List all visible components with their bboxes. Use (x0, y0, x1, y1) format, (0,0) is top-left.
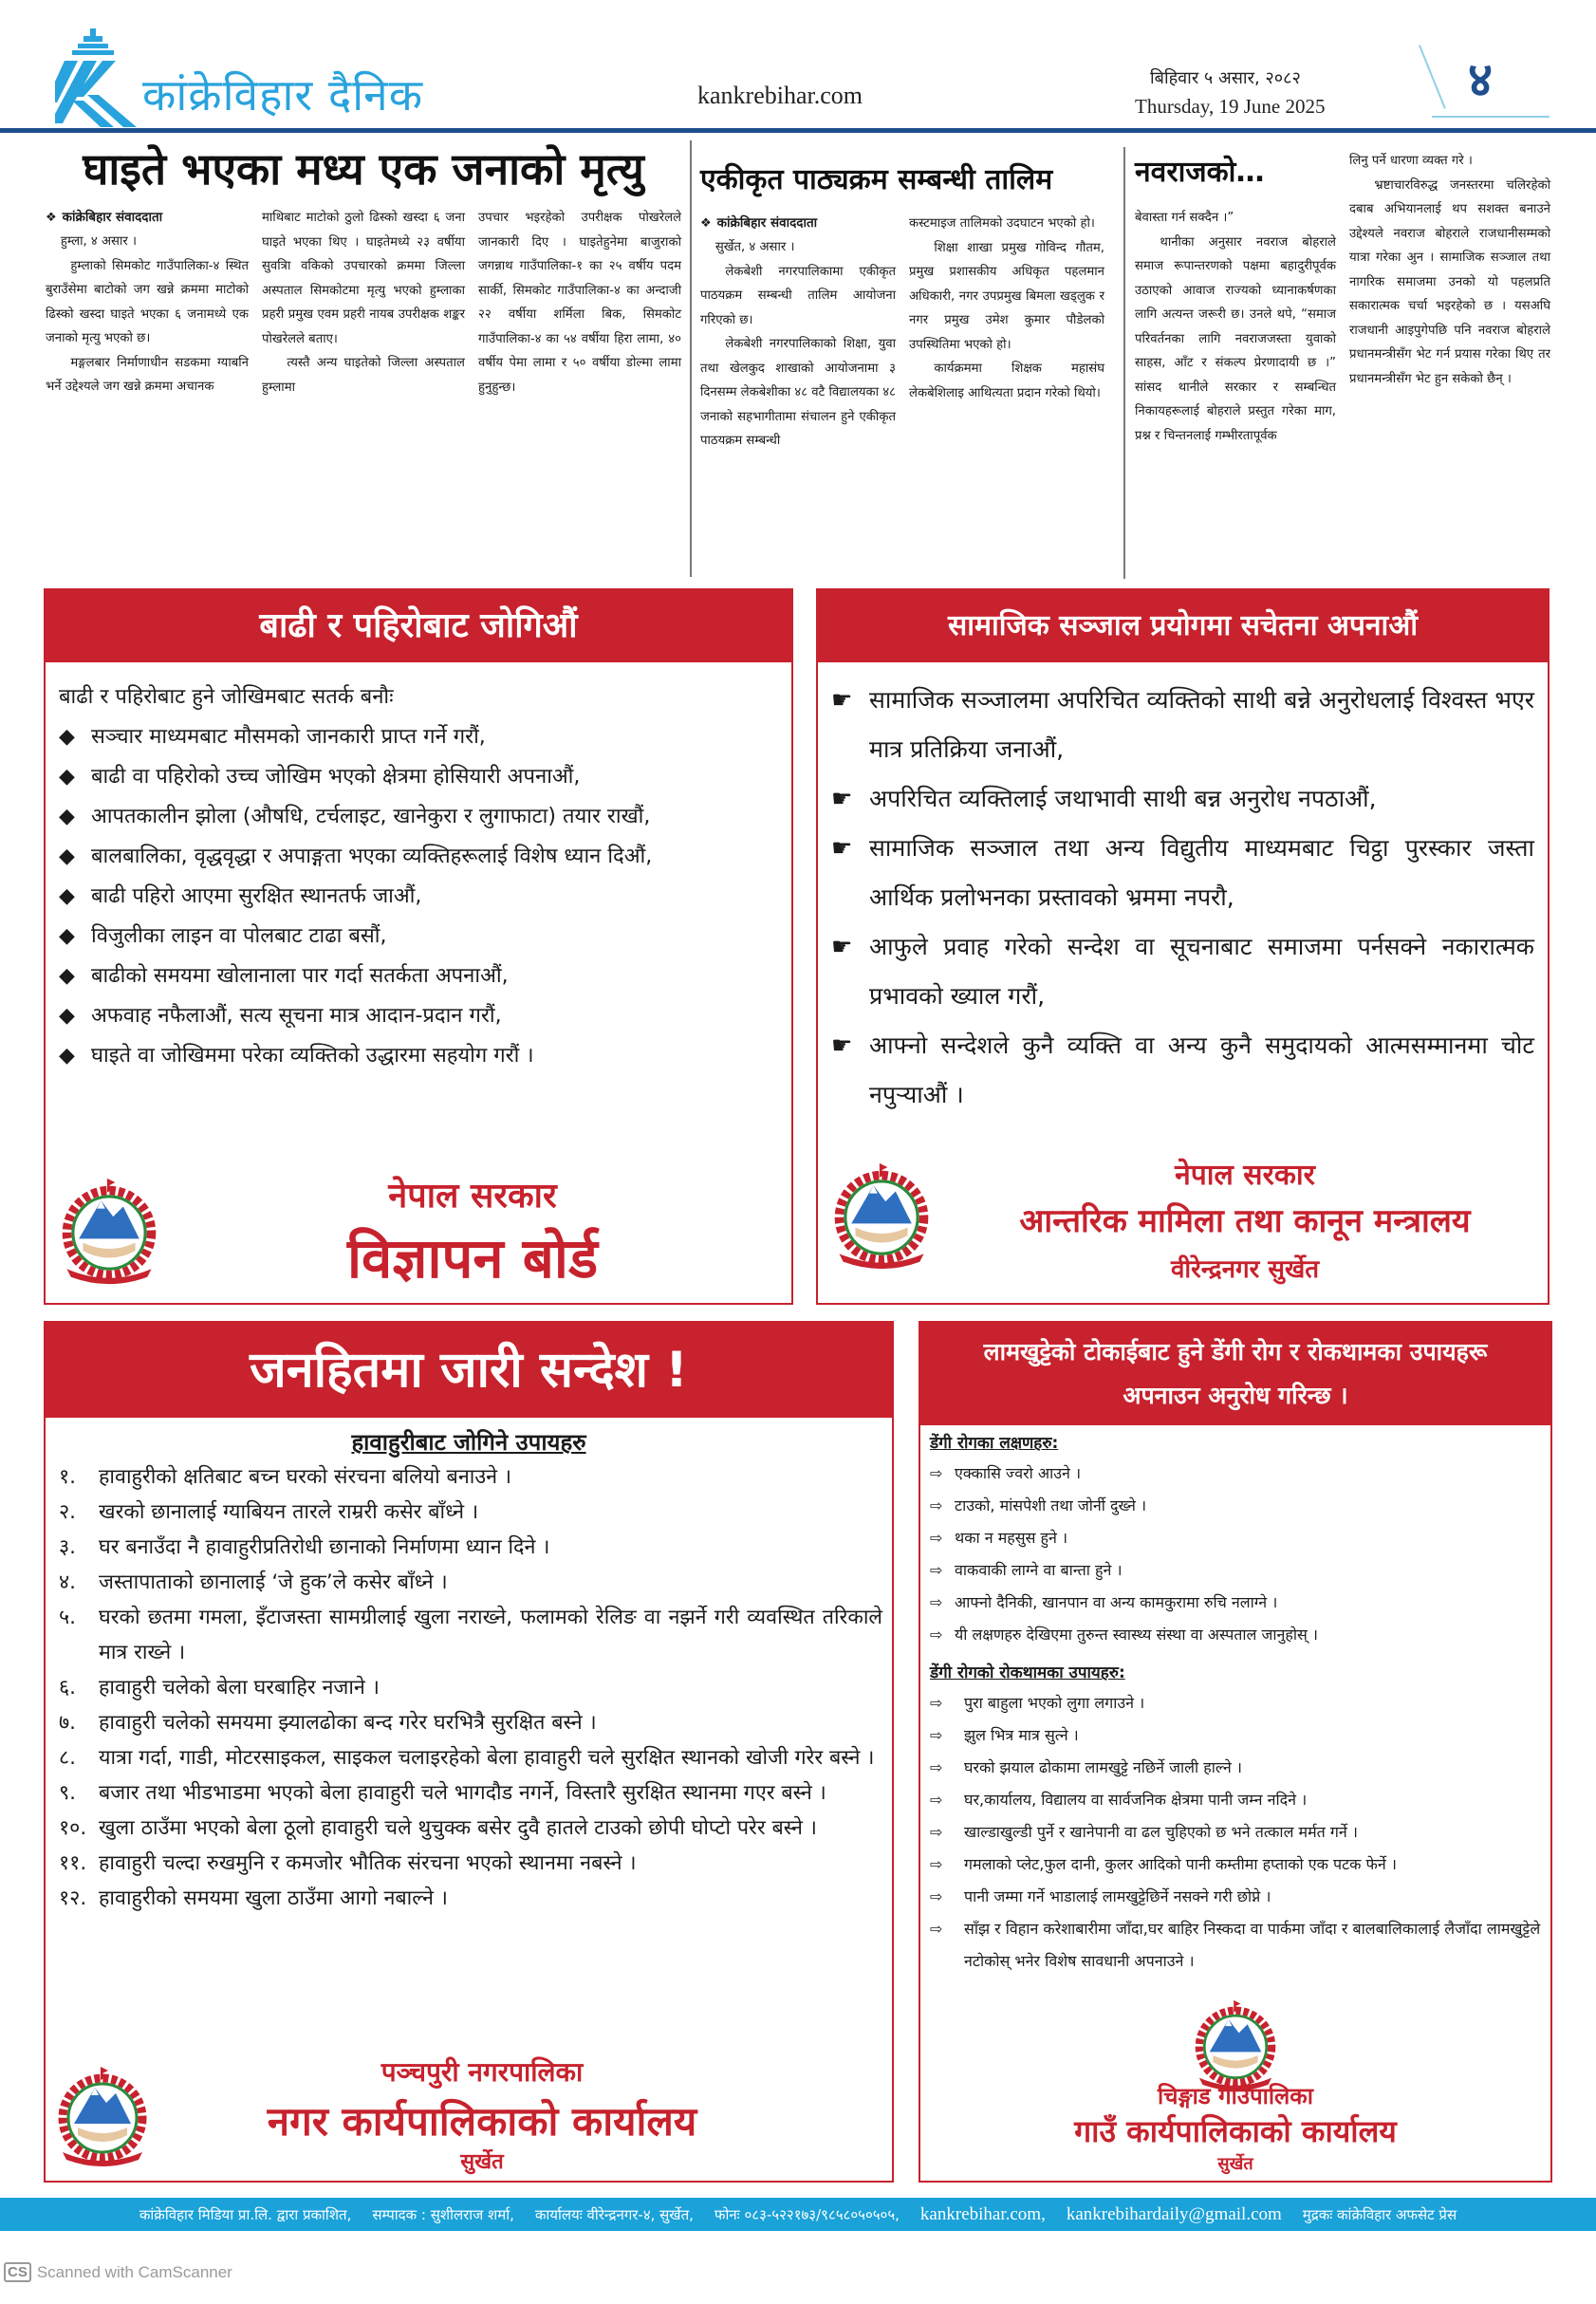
list-item-text: हावाहुरी चलेको समयमा झ्यालढोका बन्द गरेर घरभित्रै सुरक्षित बस्ने । (99, 1711, 597, 1735)
list-item (831, 824, 1534, 922)
arrow-right-icon: ⇨ (930, 1496, 943, 1514)
list-item (59, 1530, 882, 1565)
list-item-text: झुल भित्र मात्र सुत्ने । (964, 1726, 1079, 1744)
list-item-text: एक्कासि ज्वरो आउने । (955, 1464, 1082, 1482)
list-item-text: बाढी वा पहिरोको उच्च जोखिम भएको क्षेत्रमा होसियारी अपनाऔं, (91, 765, 581, 789)
list-item-text: हावाहुरीको क्षतिबाट बच्न घरको संरचना बलियो बनाउने । (99, 1465, 512, 1489)
item-number: १२. (59, 1886, 87, 1910)
symptoms-heading: डेंगी रोगका लक्षणहरु: (930, 1434, 1059, 1453)
arrow-right-icon: ⇨ (930, 1823, 943, 1841)
arrow-right-icon: ⇨ (930, 1855, 943, 1873)
pointing-hand-icon: ☛ (831, 834, 853, 862)
diamond-bullet-icon: ◆ (59, 845, 75, 868)
arrow-right-icon: ⇨ (930, 1626, 943, 1644)
list-item (930, 1554, 1541, 1587)
article-paragraph: थानीका अनुसार नवराज बोहराले समाज रूपान्तरणको पक्षमा बहादुरीपूर्वक उठाएको आवाज राज्यको ध्यानाकर्षणका लागि अत्यन्त जरूरी छ। उनले थपे, “समाज परिवर्तनका लागि नवराजजस्ता युवाको साहस, आँट र संकल्प प्रेरणादायी छ ।” सांसद थानीले सरकार र सम्बन्धित निकायहरूलाई बोहराले प्रस्तुत गरेका माग, प्रश्न र चिन्तनलाई गम्भीरतापूर्वक (1135, 234, 1336, 443)
list-item (59, 1846, 882, 1881)
article-paragraph: बेवास्ता गर्न सक्दैन ।” (1135, 211, 1234, 225)
article-paragraph: भ्रष्टाचारविरुद्ध जनस्तरमा चलिरहेको दबाब अभियानलाई थप सशक्त बनाउने उद्देश्यले नवराज बोहराले राजधानीसम्मको यात्रा गरेका अुन । सामाजिक सञ्जाल तथा नागरिक समाजमा उनको यो पहलप्रति सकारात्मक चर्चा भइरहेको छ । यसअघि राजधानी आइपुगेपछि पनि नवराज बोहराले प्रधानमन्त्रीसँग भेट गर्न प्रयास गरेका थिए तर प्रधानमन्त्रीसँग भेट हुन सकेको छैन् । (1349, 177, 1550, 386)
list-item (930, 1881, 1541, 1913)
list-item (930, 1719, 1541, 1752)
list-item (59, 717, 778, 757)
list-item-text: बालबालिका, वृद्धवृद्धा र अपाङ्गता भएका व्यक्तिहरूलाई विशेष ध्यान दिऔं, (91, 845, 653, 868)
issuer-advertising-board: विज्ञापन बोर्ड (347, 1226, 598, 1291)
list-item-text: घरको छतमा गमला, इँटाजस्ता सामग्रीलाई खुला नराख्ने, फलामको रेलिङ वा नझर्ने गरी व्यवस्थित तरिकाले मात्र राख्ने । (99, 1606, 882, 1664)
article-column (909, 212, 1104, 454)
editor: सम्पादक : सुशीलराज शर्मा, (372, 2205, 514, 2223)
article-paragraph: लेकबेशी नगरपालिकामा एकीकृत पाठयक्रम सम्बन्धी तालिम आयोजना गरिएको छ। (700, 264, 896, 327)
storm-tips-list (46, 1459, 892, 1916)
nepal-emblem-icon (59, 1176, 159, 1288)
article-paragraph: मङ्गलबार निर्माणाधीन सडकमा ग्याबनि भर्ने उद्देश्यले जग खन्ने क्रममा अचानक (46, 355, 249, 394)
list-item (59, 1565, 882, 1600)
article-paragraph: कार्यक्रममा शिक्षक महासंघ लेकबेशिलाइ आथित्यता प्रदान गरेको थियो। (909, 362, 1104, 400)
article-paragraph: हुम्ला, ४ असार । (60, 234, 137, 249)
list-item-text: घाइते वा जोखिममा परेका व्यक्तिको उद्धारमा सहयोग गरौं । (91, 1044, 534, 1068)
list-item-text: अफवाह नफैलाऔं, सत्य सूचना मात्र आदान-प्रदान गरौं, (91, 1004, 502, 1028)
list-item-text: आफ्नो सन्देशले कुनै व्यक्ति वा अन्य कुनै समुदायको आत्मसम्मानमा चोट नपुऱ्याऔं । (869, 1031, 1534, 1108)
issuer-location: सुर्खेत (460, 2150, 504, 2174)
list-item-text: यी लक्षणहरु देखिएमा तुरुन्त स्वास्थ्य संस्था वा अस्पताल जानुहोस् । (955, 1626, 1318, 1644)
list-item-text: आफ्नो दैनिकी, खानपान वा अन्य कामकुरामा रुचि नलाग्ने । (955, 1593, 1278, 1611)
list-item-text: खाल्डाखुल्डी पुर्ने र खानेपानी वा ढल चुहिएको छ भने तत्काल मर्मत गर्ने । (964, 1823, 1358, 1841)
nepal-emblem-icon (1190, 1998, 1281, 2093)
byline-diamond-icon: ❖ (46, 211, 57, 225)
list-item (59, 1881, 882, 1916)
list-item (59, 917, 778, 957)
article-paragraph: उपचार भइरहेको उपरीक्षक पोखरेलले जानकारी दिए । घाइतेहुनेमा बाजुराको जगन्नाथ गाउँपालिका-१ का २५ वर्षीय पदम सार्की, सिमकोट गाउँपालिका-४ का अन्दाजी २२ वर्षीया शर्मिला बिक, सिमकोट गाउँपालिका-४ का ५४ वर्षीया हिरा लामा, ४० वर्षीय पेमा लामा र ५० वर्षीया डोल्मा लामा हुनुहुन्छ। (478, 211, 681, 395)
ad-flood-landslide (44, 588, 793, 1305)
office-address: कार्यालयः वीरेन्द्रनगर-४, सुर्खेत, (534, 2205, 694, 2223)
printer: मुद्रकः कांक्रेविहार अफसेट प्रेस (1302, 2205, 1457, 2223)
imprint-footer (0, 2198, 1596, 2231)
list-item (59, 757, 778, 797)
list-item-text: घर,कार्यालय, विद्यालय वा सार्वजनिक क्षेत्रमा पानी जम्न नदिने । (964, 1791, 1308, 1809)
issuer-office: गाउँ कार्यपालिकाको कार्यालय (1074, 2113, 1397, 2149)
list-item-text: हावाहुरी चलेको बेला घरबाहिर नजाने । (99, 1676, 380, 1700)
list-item-text: आफुले प्रवाह गरेको सन्देश वा सूचनाबाट समाजमा पर्नसक्ने नकारात्मक प्रभावको ख्याल गरौं, (869, 933, 1534, 1010)
ad-social-media-awareness (816, 588, 1550, 1305)
item-number: १०. (59, 1816, 87, 1840)
list-item-text: सामाजिक सञ्जालमा अपरिचित व्यक्तिको साथी बन्ने अनुरोधलाई विश्वस्त भएर मात्र प्रतिक्रिया जनाऔं, (869, 686, 1534, 763)
arrow-right-icon: ⇨ (930, 1561, 943, 1579)
arrow-right-icon: ⇨ (930, 1464, 943, 1482)
prevention-list (930, 1687, 1541, 1978)
social-tips-list (818, 662, 1548, 1120)
list-item-text: घरको झयाल ढोकामा लामखुट्टे नछिर्ने जाली हाल्ने । (964, 1758, 1242, 1776)
byline (46, 206, 249, 230)
issuer-location: वीरेन्द्रनगर सुर्खेत (1170, 1255, 1320, 1284)
camscanner-logo-icon: CS (4, 2262, 31, 2282)
pointing-hand-icon: ☛ (831, 686, 853, 714)
arrow-right-icon: ⇨ (930, 1593, 943, 1611)
footer-email-link[interactable]: kankrebihardaily@gmail.com (1066, 2203, 1282, 2224)
issuer-government: नेपाल सरकार (1175, 1159, 1315, 1192)
list-item-text: बाढी पहिरो आएमा सुरक्षित स्थानतर्फ जाऔं, (91, 884, 422, 908)
pointing-hand-icon: ☛ (831, 1031, 853, 1059)
list-item-text: यात्रा गर्दा, गाडी, मोटरसाइकल, साइकल चलाइरहेको बेला हावाहुरी चले सुरक्षित स्थानको खोजी गरेर बस्ने । (99, 1746, 875, 1770)
diamond-bullet-icon: ◆ (59, 1004, 75, 1028)
list-item (59, 1670, 882, 1705)
list-item (930, 1619, 1541, 1651)
list-item (831, 774, 1534, 824)
issuer-office: नगर कार्यपालिकाको कार्यालय (267, 2098, 697, 2145)
phone: फोनः ०८३-५२२१७३/९८५८०५०५०५, (714, 2205, 900, 2223)
list-item-text: विजुलीका लाइन वा पोलबाट टाढा बसौं, (91, 924, 387, 948)
page-number-box (1419, 46, 1551, 120)
arrow-right-icon: ⇨ (930, 1529, 943, 1547)
item-number: ५. (59, 1606, 77, 1629)
issuer-ministry: आन्तरिक मामिला तथा कानून मन्त्रालय (1019, 1202, 1471, 1240)
list-item-text: पुरा बाहुला भएको लुगा लगाउने । (964, 1694, 1145, 1712)
list-item-text: खुला ठाउँमा भएको बेला ठूलो हावाहुरी चले थुचुक्क बसेर दुवै हातले टाउको छोपी घोप्टो परेर बस्ने । (99, 1816, 817, 1840)
page-box-slant-line (1419, 45, 1446, 109)
storm-subtitle: हावाहुरीबाट जोगिने उपायहरु (351, 1429, 586, 1456)
list-item-text: हावाहुरीको समयमा खुला ठाउँमा आगो नबाल्ने । (99, 1886, 448, 1910)
article-paragraph: कस्टमाइज तालिमको उदघाटन भएको हो। (909, 216, 1095, 231)
list-item-text: बजार तथा भीडभाडमा भएको बेला हावाहुरी चले भागदौड नगर्ने, विस्तारै सुरक्षित स्थानमा गएर बस्ने । (99, 1781, 826, 1805)
article-column (1349, 149, 1550, 448)
list-item (930, 1913, 1541, 1978)
list-item (930, 1752, 1541, 1784)
list-item-text: हावाहुरी चल्दा रुखमुनि र कमजोर भौतिक संरचना भएको स्थानमा नबस्ने । (99, 1851, 637, 1875)
item-number: ८. (59, 1746, 77, 1770)
item-number: १. (59, 1465, 77, 1489)
kankrebihar-logo-icon (55, 28, 140, 128)
list-item (59, 1775, 882, 1811)
item-number: ११. (59, 1851, 87, 1875)
list-item (930, 1458, 1541, 1490)
issuer-government: नेपाल सरकार (388, 1177, 557, 1216)
list-item (930, 1490, 1541, 1522)
article-paragraph: लेकबेशी नगरपालिकाको शिक्षा, युवा तथा खेलकुद शाखाको आयोजनामा ३ दिनसम्म लेकबेशीका ४८ वटै विद्यालयका ४८ जनाको सहभागीतामा संचालन हुने एकीकृत पाठयक्रम सम्बन्धी (700, 337, 896, 448)
list-item-text: खरको छानालाई ग्याबियन तारले राम्ररी कसेर बाँध्ने । (99, 1500, 479, 1524)
item-number: ३. (59, 1535, 77, 1559)
list-item (831, 1021, 1534, 1120)
nepal-emblem-icon (831, 1160, 932, 1273)
list-item (59, 957, 778, 996)
article-paragraph: शिक्षा शाखा प्रमुख गोविन्द गौतम, प्रमुख प्रशासकीय अधिकृत पहलमान अधिकारी, नगर उपप्रमुख बिमला खड्लुक र नगर प्रमुख उमेश कुमार पौडेलको उपस्थितिमा भएको हो। (909, 240, 1104, 352)
list-item-text: टाउको, मांसपेशी तथा जोर्नी दुख्ने । (955, 1496, 1147, 1514)
publisher: कांक्रेविहार मिडिया प्रा.लि. द्वारा प्रकाशित, (139, 2205, 352, 2223)
article-headline[interactable]: घाइते भएका मध्य एक जनाको मृत्यु (83, 143, 644, 195)
item-number: ४. (59, 1570, 77, 1594)
list-item-text: अपरिचित व्यक्तिलाई जथाभावी साथी बन्न अनुरोध नपठाऔं, (869, 785, 1377, 812)
item-number: ९. (59, 1781, 77, 1805)
watermark-text: Scanned with CamScanner (36, 2262, 232, 2281)
diamond-bullet-icon: ◆ (59, 725, 75, 749)
issuer-municipality: पञ्चपुरी नगरपालिका (380, 2056, 584, 2088)
diamond-bullet-icon: ◆ (59, 1044, 75, 1068)
article-curriculum-training (700, 138, 1110, 454)
list-item-text: गमलाको प्लेट,फुल दानी, कुलर आदिको पानी कम्तीमा हप्ताको एक पटक फेर्ने । (964, 1855, 1397, 1873)
column-divider (1123, 147, 1125, 579)
issuer-rural-municipality: चिङ्गाड गाउँपालिका (1158, 2083, 1313, 2109)
list-item (930, 1587, 1541, 1619)
masthead (0, 0, 1596, 133)
article-headline[interactable]: नवराजको… (1135, 156, 1265, 189)
list-item (930, 1784, 1541, 1816)
article-column (46, 206, 249, 399)
diamond-bullet-icon: ◆ (59, 964, 75, 988)
newspaper-title: कांक्रेविहार दैनिक (142, 69, 424, 121)
column-divider (690, 140, 692, 577)
list-item (59, 1811, 882, 1846)
ad-dengue-prevention (919, 1321, 1552, 2183)
issuer-location: सुर्खेत (1217, 2154, 1253, 2174)
page-number: ४ (1468, 52, 1493, 107)
article-injured-death (46, 138, 681, 399)
diamond-bullet-icon: ◆ (59, 765, 75, 789)
list-item (930, 1816, 1541, 1849)
list-item-text: सञ्चार माध्यमबाट मौसमको जानकारी प्राप्त गर्ने गरौं, (91, 725, 486, 749)
list-item-text: घर बनाउँदा नै हावाहुरीप्रतिरोधी छानाको निर्माणमा ध्यान दिने । (99, 1535, 550, 1559)
diamond-bullet-icon: ◆ (59, 805, 75, 828)
list-item (831, 676, 1534, 774)
article-column (478, 206, 681, 399)
arrow-right-icon: ⇨ (930, 1887, 943, 1905)
list-item-text: साँझ र विहान करेशाबारीमा जाँदा,घर बाहिर निस्कदा वा पार्कमा जाँदा र बालबालिकालाई लैजाँदा लामखुट्टेले नटोकोस् भनेर विशेष सावधानी अपनाउने । (964, 1920, 1541, 1970)
list-item-text: बाढीको समयमा खोलानाला पार गर्दा सतर्कता अपनाऔं, (91, 964, 509, 988)
nepal-emblem-icon (55, 2061, 150, 2173)
article-headline[interactable]: एकीकृत पाठ्यक्रम सम्बन्धी तालिम (700, 163, 1053, 196)
list-item (59, 1740, 882, 1775)
article-paragraph: लिनु पर्ने धारणा व्यक्त गरे । (1349, 154, 1473, 168)
list-item (59, 1705, 882, 1740)
item-number: २. (59, 1500, 77, 1524)
list-item (831, 922, 1534, 1021)
arrow-right-icon: ⇨ (930, 1920, 943, 1938)
site-url[interactable]: kankrebihar.com (697, 82, 863, 109)
flood-tips-list (59, 717, 778, 1076)
pointing-hand-icon: ☛ (831, 933, 853, 960)
masthead-rule (0, 128, 1596, 133)
list-item (930, 1522, 1541, 1554)
list-item (59, 1600, 882, 1670)
list-item (59, 877, 778, 917)
arrow-right-icon: ⇨ (930, 1694, 943, 1712)
article-paragraph: सुर्खेत, ४ असार । (714, 240, 795, 254)
list-item-text: पानी जम्मा गर्ने भाडालाई लामखुट्टेछिर्ने नसक्ने गरी छोप्ने । (964, 1887, 1271, 1905)
pointing-hand-icon: ☛ (831, 785, 853, 812)
list-item-text: आपतकालीन झोला (औषधि, टर्चलाइट, खानेकुरा र लुगाफाटा) तयार राखौं, (91, 805, 651, 828)
arrow-right-icon: ⇨ (930, 1726, 943, 1744)
list-item (930, 1687, 1541, 1719)
list-item-text: थका न महसुस हुने । (955, 1529, 1068, 1547)
article-paragraph: माथिबाट माटोको ठुलो ढिस्को खस्दा ६ जना घाइते भएका थिए । घाइतेमध्ये २३ वर्षीया सुवत्रिा वकिको उपचारको क्रममा जिल्ला अस्पताल सिमकोटमा मृत्यु भएको हुम्लाका प्रहरी प्रमुख एवम प्रहरी नायब उपरीक्षक शङ्कर पोखरेलले बताए। (262, 211, 465, 346)
list-item-text: वाकवाकी लाग्ने वा बान्ता हुने । (955, 1561, 1123, 1579)
article-column (262, 206, 465, 399)
ad-title: बाढी र पहिरोबाट जोगिऔं (46, 590, 791, 662)
article-paragraph: त्यस्तै अन्य घाइतेको जिल्ला अस्पताल हुम्लामा (262, 356, 465, 395)
article-navaraj-continued (1135, 138, 1552, 448)
prevention-heading: डेंगी रोगको रोकथामका उपायहरु: (930, 1663, 1125, 1682)
list-item-text: सामाजिक सञ्जाल तथा अन्य विद्युतीय माध्यमबाट चिट्ठा पुरस्कार जस्ता आर्थिक प्रलोभनका प्रस्तावको भ्रममा नपरौ, (869, 834, 1534, 911)
list-item (59, 1459, 882, 1495)
byline (700, 212, 896, 235)
article-paragraph: हुम्लाको सिमकोट गाउँपालिका-४ स्थित बुराउँसेमा बाटोको जग खन्ने क्रममा माटोको ढिस्को खस्दा घाइते भएका ६ जनामध्ये एक जनाको मृत्यु भएको छ। (46, 258, 249, 345)
camscanner-watermark (4, 2262, 232, 2282)
item-number: ७. (59, 1711, 77, 1735)
page-box-underline (1432, 116, 1550, 118)
ad-public-interest-storm (44, 1321, 894, 2183)
ad-title: लामखुट्टेको टोकाईबाट हुने डेंगी रोग र रोकथामका उपायहरू अपनाउन अनुरोध गरिन्छ । (920, 1323, 1550, 1425)
list-item (59, 1036, 778, 1076)
ad-title: जनहितमा जारी सन्देश ! (46, 1323, 892, 1418)
arrow-right-icon: ⇨ (930, 1791, 943, 1809)
arrow-right-icon: ⇨ (930, 1758, 943, 1776)
date-nepali: बिहिवार ५ असार, २०८२ (1150, 68, 1301, 88)
list-item (59, 837, 778, 877)
ad-title: सामाजिक सञ्जाल प्रयोगमा सचेतना अपनाऔं (818, 590, 1548, 662)
article-column (1135, 138, 1336, 448)
footer-website-link[interactable]: kankrebihar.com, (919, 2203, 1046, 2224)
date-english: Thursday, 19 June 2025 (1135, 95, 1326, 118)
symptoms-list (930, 1458, 1541, 1651)
article-column (700, 212, 896, 454)
list-item (59, 797, 778, 837)
list-item (930, 1849, 1541, 1881)
item-number: ६. (59, 1676, 77, 1700)
diamond-bullet-icon: ◆ (59, 924, 75, 948)
byline-text: कांक्रेबिहार संवाददाता (716, 215, 818, 231)
byline-diamond-icon: ❖ (700, 216, 712, 231)
ad-intro: बाढी र पहिरोबाट हुने जोखिमबाट सतर्क बनौः (59, 685, 394, 709)
list-item (59, 1495, 882, 1530)
list-item (59, 996, 778, 1036)
diamond-bullet-icon: ◆ (59, 884, 75, 908)
byline-text: कांक्रेबिहार संवाददाता (62, 210, 163, 225)
list-item-text: जस्तापाताको छानालाई ‘जे हुक’ले कसेर बाँध्ने । (99, 1570, 448, 1594)
